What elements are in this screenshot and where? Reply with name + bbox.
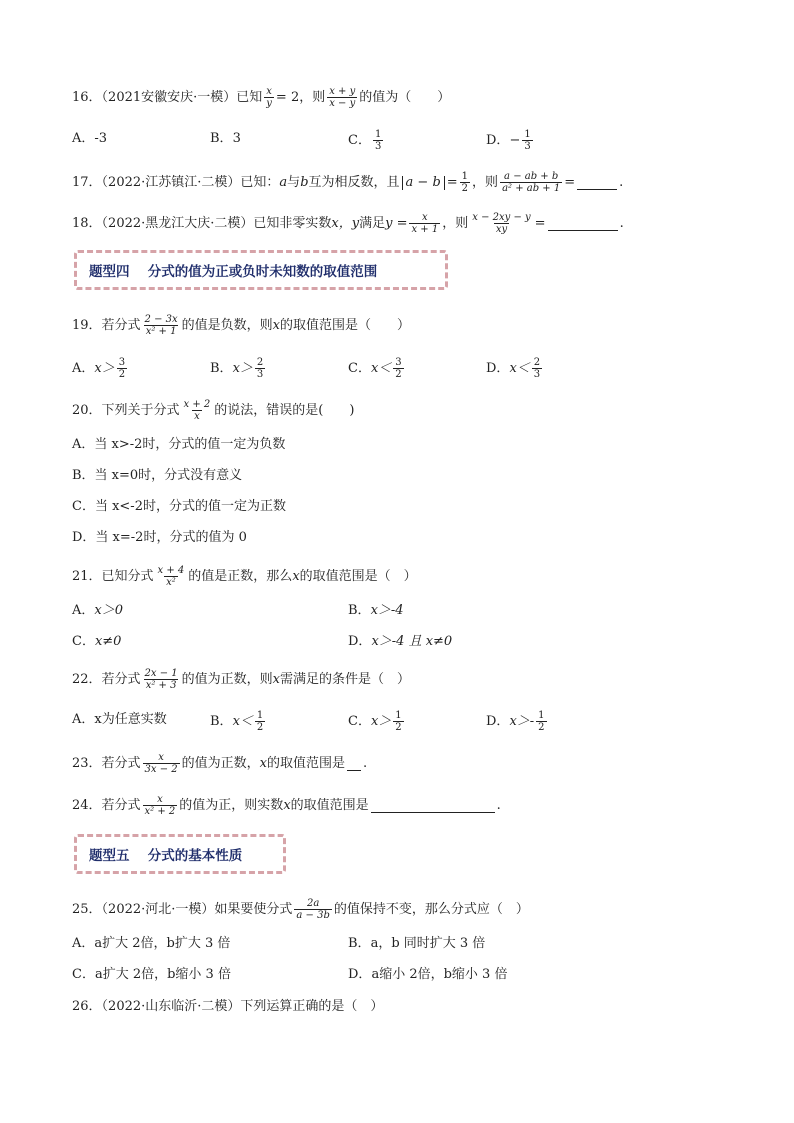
option-a: A． x＞0 [72, 603, 123, 618]
option-c: C． x＞ $\frac{1}{2}$ [348, 710, 402, 733]
option-a: A． x为任意实数 [72, 712, 167, 727]
question-22: 22．若分式 $\frac{2x - 1}{\text{x² + 3}}$ 的值为正数，则 x 需满足的条件是（ ） [72, 668, 411, 691]
option-a: A．当 x>-2时，分式的值一定为负数 [72, 437, 286, 452]
fraction: $\frac{2x - 1}{\text{x² + 3}}$ [144, 668, 178, 691]
option-d: D． x＞- $\frac{1}{2}$ [486, 710, 545, 733]
question-23: 23．若分式 $\frac{x}{3x - 2}$ 的值为正数， x 的取值范围是 . [72, 752, 368, 775]
absolute-value: a − b [402, 176, 445, 190]
fraction: $\frac{2}{3}$ [533, 357, 541, 380]
option-c: C． a扩大 2倍，b缩小 3 倍 [72, 967, 231, 982]
answer-blank[interactable] [347, 756, 361, 771]
fraction: $\frac{x}{\text{x² + 2}}$ [144, 794, 176, 817]
fraction: $\frac{1}{3}$ [524, 129, 531, 152]
fraction: $\frac{1}{2}$ [395, 710, 402, 733]
fraction: $\frac{x - 2xy - y}{xy}$ [472, 212, 531, 235]
option-c: C． x＜ $\frac{3}{2}$ [348, 357, 402, 380]
question-17: 17．（2022·江苏镇江·二模）已知： a 与 b 互为相反数，且 a − b = $\frac{1}{2}$ ，则 $\frac{a - ab + b}{\text{a² + ab + 1}}$ = . [72, 171, 624, 194]
option-b: B． a，b 同时扩大 3 倍 [348, 936, 486, 951]
answer-blank[interactable] [548, 216, 618, 231]
option-d: D． − $\frac{1}{3}$ [486, 129, 531, 152]
fraction: $\frac{1}{2}$ [256, 710, 264, 733]
option-b: B． 3 [210, 131, 241, 146]
option-b: B． x＜ $\frac{1}{2}$ [210, 710, 264, 733]
fraction: $\frac{x}{3x - 2}$ [144, 752, 178, 775]
fraction: $\frac{x}{y}$ [266, 86, 272, 109]
option-b: B． x＞-4 [348, 603, 404, 618]
question-21: 21．已知分式 $\frac{x + 4}{\text{x²}}$ 的值是正数，那么 x 的取值范围是（ ） [72, 565, 417, 588]
fraction: $\frac{x}{x + 1}$ [411, 212, 439, 235]
option-b: B．当 x=0时，分式没有意义 [72, 468, 243, 483]
fraction: $\frac{1}{2}$ [538, 710, 545, 733]
question-19: 19．若分式 $\frac{2 - 3x}{\text{x² + 1}}$ 的值是负数，则 x 的取值范围是（ ） [72, 314, 411, 337]
question-20: 20．下列关于分式 $\frac{x + 2}{x}$ 的说法，错误的是( ) [72, 399, 355, 422]
question-18: 18．（2022·黑龙江大庆·二模）已知非零实数 x，y 满足 y = $\frac{x}{x + 1}$ ，则 $\frac{x - 2xy - y}{xy}$ = . [72, 212, 624, 235]
option-c: C．当 x<-2时，分式的值一定为正数 [72, 499, 286, 514]
option-c: C． $\frac{1}{3}$ [348, 129, 382, 152]
option-d: D．当 x=-2时，分式的值为 0 [72, 530, 247, 545]
question-25: 25．（2022·河北·一模）如果要使分式 $\frac{2a}{a - 3b}$ 的值保持不变，那么分式应（ ） [72, 898, 529, 921]
fraction: $\frac{2a}{a - 3b}$ [296, 898, 330, 921]
fraction: $\frac{x + 2}{x}$ [183, 399, 211, 422]
fraction: $\frac{1}{3}$ [374, 129, 382, 152]
option-a: A． -3 [72, 131, 108, 146]
section-header-5: 题型五 分式的基本性质 [74, 834, 286, 874]
fraction: $\frac{2 - 3x}{\text{x² + 1}}$ [144, 314, 178, 337]
option-d: D． a缩小 2倍，b缩小 3 倍 [348, 967, 508, 982]
fraction: $\frac{3}{2}$ [395, 357, 402, 380]
answer-blank[interactable] [577, 175, 617, 190]
fraction: $\frac{a - ab + b}{\text{a² + ab + 1}}$ [502, 171, 561, 194]
question-16: 16．（2021安徽安庆·一模）已知 $\frac{x}{y}$ = 2 ，则 $\frac{x + y}{x - y}$ 的值为（ ） [72, 86, 451, 109]
fraction: $\frac{2}{3}$ [256, 357, 264, 380]
answer-blank[interactable] [371, 798, 495, 813]
option-c: C． x≠0 [72, 634, 122, 649]
option-d: D． x＞-4 且 x≠0 [348, 634, 453, 649]
question-24: 24．若分式 $\frac{x}{\text{x² + 2}}$ 的值为正，则实数 x 的取值范围是 . [72, 794, 501, 817]
fraction: $\frac{1}{2}$ [461, 171, 469, 194]
section-header-4: 题型四 分式的值为正或负时未知数的取值范围 [74, 250, 448, 290]
question-26: 26．（2022·山东临沂·二模）下列运算正确的是（ ） [72, 999, 384, 1014]
option-a: A． x＞ $\frac{3}{2}$ [72, 357, 126, 380]
fraction: $\frac{x + 4}{\text{x²}}$ [157, 565, 185, 588]
option-a: A． a扩大 2倍，b扩大 3 倍 [72, 936, 231, 951]
fraction: $\frac{x + y}{x - y}$ [329, 86, 356, 109]
fraction: $\frac{3}{2}$ [118, 357, 126, 380]
option-b: B． x＞ $\frac{2}{3}$ [210, 357, 264, 380]
option-d: D． x＜ $\frac{2}{3}$ [486, 357, 541, 380]
